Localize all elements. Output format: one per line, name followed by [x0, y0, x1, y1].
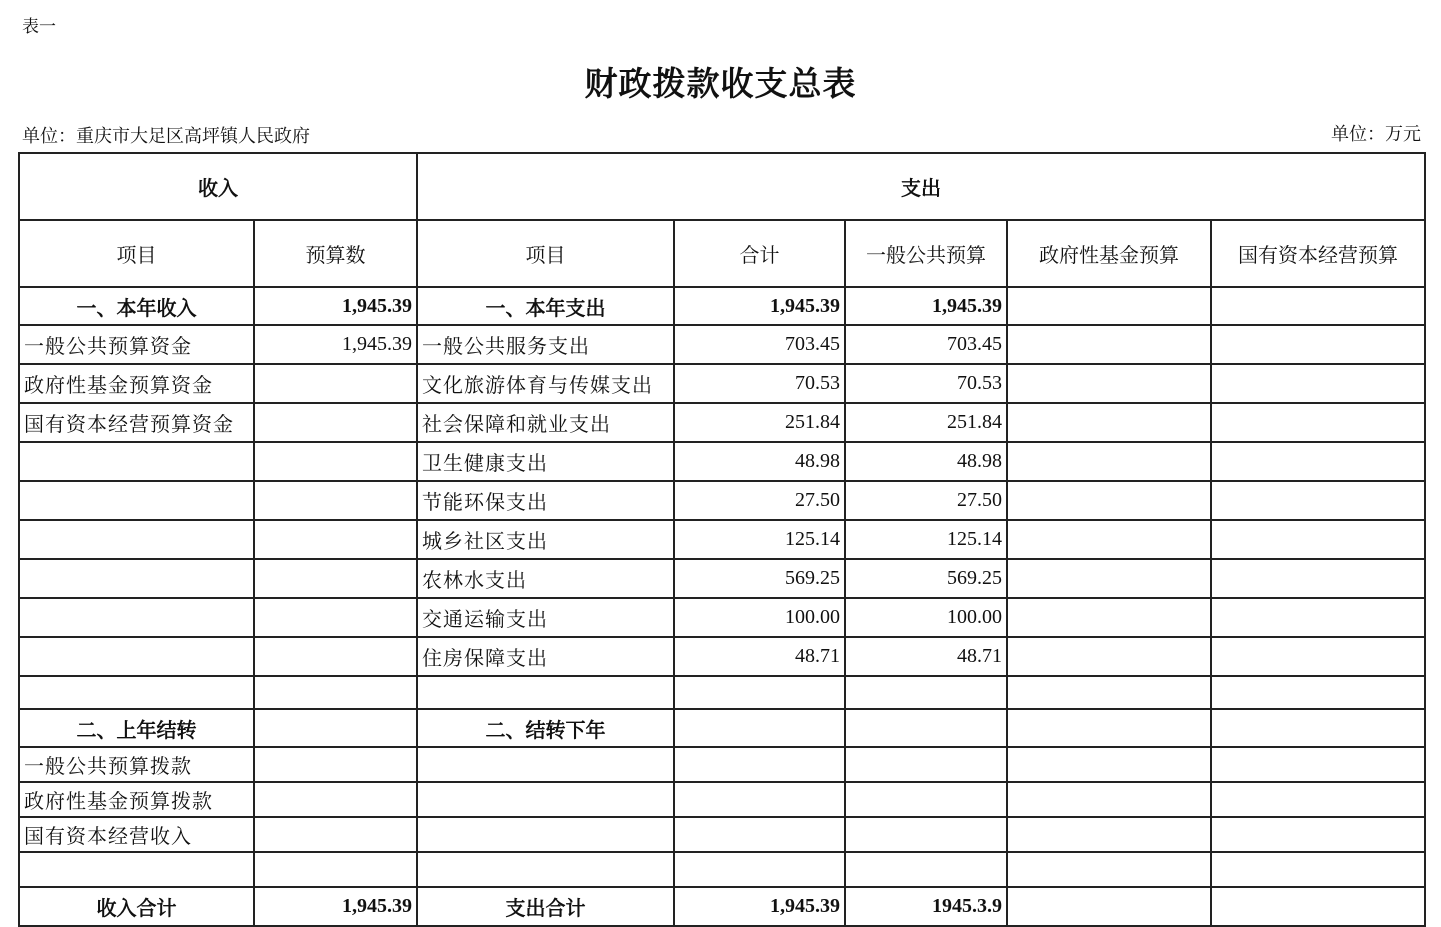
income-item-cell: 国有资本经营收入: [19, 817, 254, 852]
total-cell: 569.25: [674, 559, 845, 598]
expense-section-header: 支出: [417, 153, 1425, 220]
currency-unit-label: 单位：万元: [1331, 124, 1421, 145]
state-capital-budget-cell: [1211, 747, 1425, 782]
expense-item-cell: 城乡社区支出: [417, 520, 674, 559]
total-cell: 48.98: [674, 442, 845, 481]
general-budget-cell: [845, 676, 1007, 709]
total-cell: 70.53: [674, 364, 845, 403]
income-item-cell: [19, 481, 254, 520]
income-item-cell: 收入合计: [19, 887, 254, 926]
expense-item-cell: 文化旅游体育与传媒支出: [417, 364, 674, 403]
income-item-cell: 政府性基金预算拨款: [19, 782, 254, 817]
state-capital-budget-cell: [1211, 442, 1425, 481]
fund-budget-cell: [1007, 325, 1211, 364]
income-item-cell: 政府性基金预算资金: [19, 364, 254, 403]
table-row: [19, 782, 1425, 817]
table-row: [19, 709, 1425, 747]
expense-item-cell: [417, 817, 674, 852]
column-header-expense-item: 项目: [417, 220, 674, 287]
table-row: [19, 747, 1425, 782]
general-budget-cell: 1945.3.9: [845, 887, 1007, 926]
income-item-cell: [19, 520, 254, 559]
general-budget-cell: [845, 852, 1007, 887]
table-row: [19, 637, 1425, 676]
general-budget-cell: 70.53: [845, 364, 1007, 403]
income-item-cell: 二、上年结转: [19, 709, 254, 747]
table-row: [19, 442, 1425, 481]
income-budget-cell: [254, 852, 417, 887]
state-capital-budget-cell: [1211, 520, 1425, 559]
expense-item-cell: [417, 676, 674, 709]
income-budget-cell: 1,945.39: [254, 287, 417, 325]
income-budget-cell: [254, 637, 417, 676]
state-capital-budget-cell: [1211, 559, 1425, 598]
fund-budget-cell: [1007, 709, 1211, 747]
expense-item-cell: 节能环保支出: [417, 481, 674, 520]
fund-budget-cell: [1007, 817, 1211, 852]
expense-item-cell: [417, 852, 674, 887]
table-row: [19, 852, 1425, 887]
income-item-cell: [19, 598, 254, 637]
income-item-cell: [19, 442, 254, 481]
expense-item-cell: 卫生健康支出: [417, 442, 674, 481]
general-budget-cell: [845, 817, 1007, 852]
income-item-cell: 一般公共预算拨款: [19, 747, 254, 782]
income-budget-cell: [254, 709, 417, 747]
table-row: [19, 817, 1425, 852]
general-budget-cell: 251.84: [845, 403, 1007, 442]
income-item-cell: [19, 676, 254, 709]
income-budget-cell: [254, 559, 417, 598]
table-number-label: 表一: [22, 17, 56, 37]
general-budget-cell: 48.98: [845, 442, 1007, 481]
fund-budget-cell: [1007, 598, 1211, 637]
total-cell: 125.14: [674, 520, 845, 559]
state-capital-budget-cell: [1211, 817, 1425, 852]
table-row: [19, 481, 1425, 520]
table-row: [19, 520, 1425, 559]
fund-budget-cell: [1007, 747, 1211, 782]
income-item-cell: 一、本年收入: [19, 287, 254, 325]
column-header-income-item: 项目: [19, 220, 254, 287]
income-item-cell: [19, 852, 254, 887]
expense-item-cell: 交通运输支出: [417, 598, 674, 637]
state-capital-budget-cell: [1211, 852, 1425, 887]
income-budget-cell: [254, 782, 417, 817]
column-header-general-budget: 一般公共预算: [845, 220, 1007, 287]
expense-item-cell: 支出合计: [417, 887, 674, 926]
income-item-cell: [19, 637, 254, 676]
expense-item-cell: 二、结转下年: [417, 709, 674, 747]
expense-item-cell: [417, 782, 674, 817]
table-row: [19, 287, 1425, 325]
page-title: 财政拨款收支总表: [584, 64, 857, 103]
expense-item-cell: 住房保障支出: [417, 637, 674, 676]
column-header-total: 合计: [674, 220, 845, 287]
fund-budget-cell: [1007, 782, 1211, 817]
total-row: [19, 887, 1425, 926]
fund-budget-cell: [1007, 676, 1211, 709]
table-row: [19, 676, 1425, 709]
income-budget-cell: [254, 442, 417, 481]
expense-item-cell: 社会保障和就业支出: [417, 403, 674, 442]
column-header-income-budget: 预算数: [254, 220, 417, 287]
fund-budget-cell: [1007, 520, 1211, 559]
income-item-cell: 国有资本经营预算资金: [19, 403, 254, 442]
income-budget-cell: 1,945.39: [254, 325, 417, 364]
expense-item-cell: [417, 747, 674, 782]
fund-budget-cell: [1007, 887, 1211, 926]
state-capital-budget-cell: [1211, 325, 1425, 364]
general-budget-cell: [845, 782, 1007, 817]
income-budget-cell: [254, 817, 417, 852]
total-cell: [674, 782, 845, 817]
income-budget-cell: [254, 520, 417, 559]
general-budget-cell: 27.50: [845, 481, 1007, 520]
income-budget-cell: [254, 747, 417, 782]
state-capital-budget-cell: [1211, 709, 1425, 747]
fund-budget-cell: [1007, 287, 1211, 325]
column-header-fund-budget: 政府性基金预算: [1007, 220, 1211, 287]
general-budget-cell: [845, 709, 1007, 747]
general-budget-cell: 48.71: [845, 637, 1007, 676]
general-budget-cell: [845, 747, 1007, 782]
general-budget-cell: 100.00: [845, 598, 1007, 637]
table-row: [19, 598, 1425, 637]
income-section-header: 收入: [19, 153, 417, 220]
table-row: [19, 325, 1425, 364]
income-budget-cell: [254, 481, 417, 520]
state-capital-budget-cell: [1211, 403, 1425, 442]
total-cell: [674, 676, 845, 709]
total-cell: 100.00: [674, 598, 845, 637]
state-capital-budget-cell: [1211, 287, 1425, 325]
state-capital-budget-cell: [1211, 782, 1425, 817]
state-capital-budget-cell: [1211, 887, 1425, 926]
table-row: [19, 559, 1425, 598]
fund-budget-cell: [1007, 442, 1211, 481]
state-capital-budget-cell: [1211, 637, 1425, 676]
state-capital-budget-cell: [1211, 364, 1425, 403]
fund-budget-cell: [1007, 364, 1211, 403]
general-budget-cell: 569.25: [845, 559, 1007, 598]
fund-budget-cell: [1007, 403, 1211, 442]
total-cell: 1,945.39: [674, 887, 845, 926]
state-capital-budget-cell: [1211, 598, 1425, 637]
organization-unit-label: 单位：重庆市大足区高坪镇人民政府: [22, 126, 310, 147]
table-row: [19, 403, 1425, 442]
expense-item-cell: 一、本年支出: [417, 287, 674, 325]
income-item-cell: 一般公共预算资金: [19, 325, 254, 364]
total-cell: [674, 817, 845, 852]
income-budget-cell: 1,945.39: [254, 887, 417, 926]
total-cell: 703.45: [674, 325, 845, 364]
total-cell: 1,945.39: [674, 287, 845, 325]
general-budget-cell: 703.45: [845, 325, 1007, 364]
total-cell: 48.71: [674, 637, 845, 676]
fund-budget-cell: [1007, 481, 1211, 520]
expense-item-cell: 农林水支出: [417, 559, 674, 598]
total-cell: 251.84: [674, 403, 845, 442]
state-capital-budget-cell: [1211, 676, 1425, 709]
general-budget-cell: 125.14: [845, 520, 1007, 559]
total-cell: [674, 852, 845, 887]
budget-table: [18, 152, 1426, 927]
income-budget-cell: [254, 403, 417, 442]
table-row: [19, 364, 1425, 403]
state-capital-budget-cell: [1211, 481, 1425, 520]
income-item-cell: [19, 559, 254, 598]
fund-budget-cell: [1007, 559, 1211, 598]
income-budget-cell: [254, 676, 417, 709]
fund-budget-cell: [1007, 637, 1211, 676]
fund-budget-cell: [1007, 852, 1211, 887]
total-cell: 27.50: [674, 481, 845, 520]
total-cell: [674, 709, 845, 747]
general-budget-cell: 1,945.39: [845, 287, 1007, 325]
income-budget-cell: [254, 364, 417, 403]
column-header-state-capital-budget: 国有资本经营预算: [1211, 220, 1425, 287]
total-cell: [674, 747, 845, 782]
expense-item-cell: 一般公共服务支出: [417, 325, 674, 364]
income-budget-cell: [254, 598, 417, 637]
